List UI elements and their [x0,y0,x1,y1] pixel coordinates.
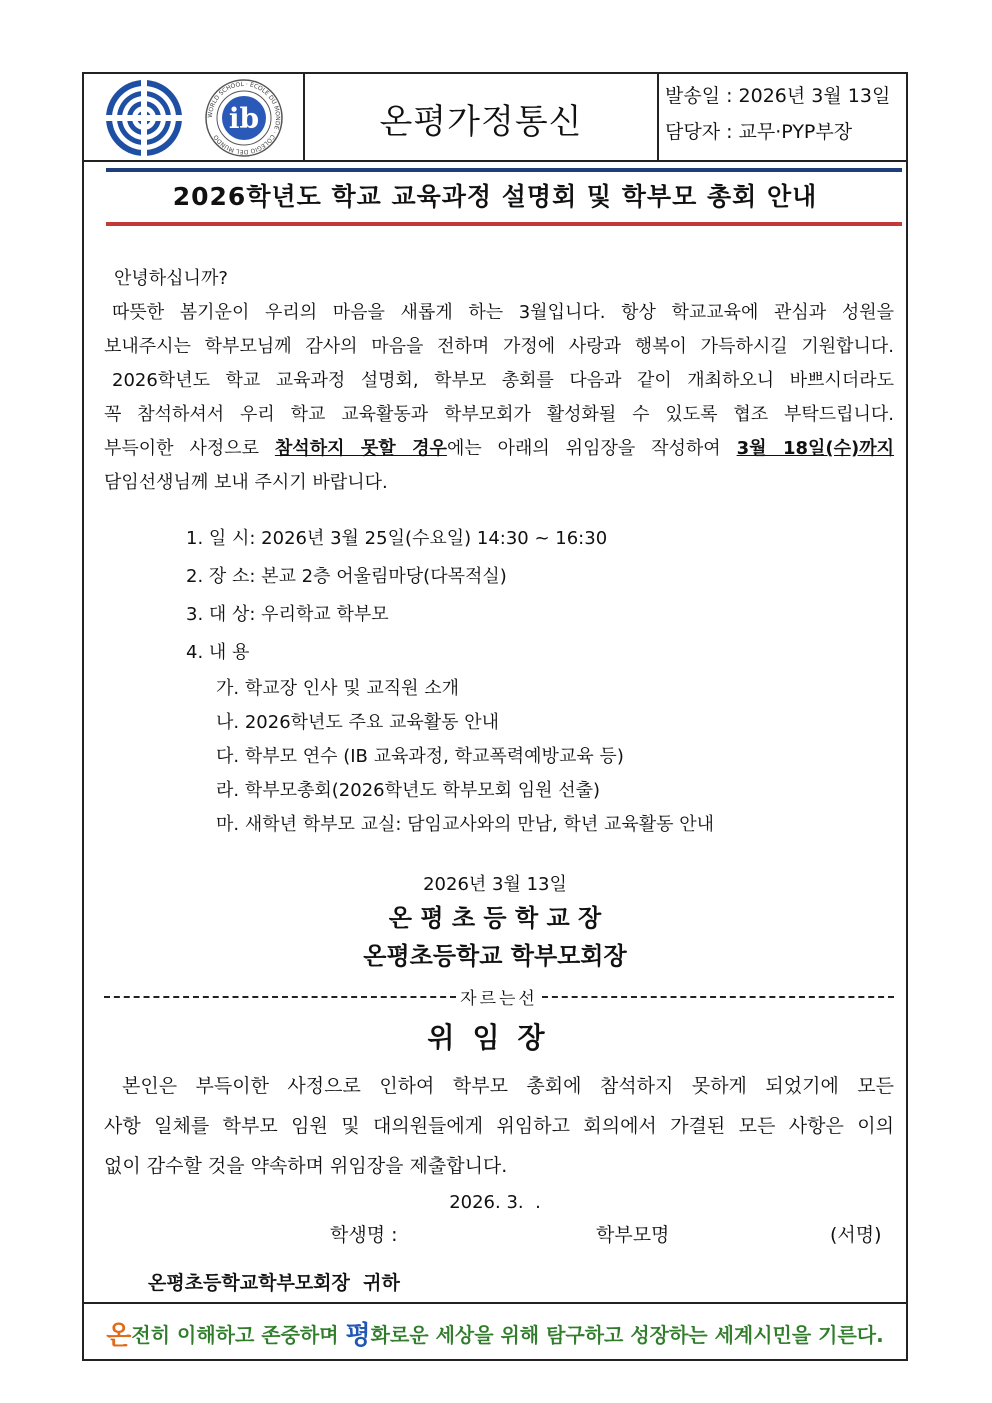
signoff-date: 2026년 3월 13일 [423,874,567,895]
main-title: 2026학년도 학교 교육과정 설명회 및 학부모 총회 안내 [172,182,818,211]
svg-text:WORLD SCHOOL · ÉCOLE DU MONDE: WORLD SCHOOL · ÉCOLE DU MONDE · COLEGIO DEL MUNDO [206,80,282,156]
proxy-statement [104,1066,894,1186]
letter-body [104,262,894,500]
detail-item: 2. 장 소: 본교 2층 어울림마당(다목적실) [186,566,507,587]
greeting: 안녕하십니까? [114,268,228,289]
signature-label: (서명) [830,1224,882,1246]
detail-item: 4. 내 용 [186,642,250,663]
newsletter-title: 온평가정통신 [305,74,659,162]
school-motto: 온 전히 이해하고 존중하며 평 화로운 세상을 위해 탐구하고 성장하는 세계시민을 기른다. [84,1308,906,1358]
content-item: 마. 새학년 학부모 교실: 담임교사와의 만남, 학년 교육활동 안내 [216,814,714,835]
logo-cell [84,74,305,162]
footer-divider [84,1302,906,1304]
motto-initial-pyeong: 평 [345,1320,371,1351]
ib-world-school-logo-icon [206,80,282,156]
manager: 담당자 : 교무·PYP부장 [665,121,853,143]
cut-line [104,984,894,1009]
absence-emphasis: 참석하지 못할 경우 [274,438,447,459]
principal-signature: 온 평 초 등 학 교 장 [388,904,602,932]
header [84,74,906,162]
student-name-label: 학생명 : [330,1224,398,1246]
parents-head-signature: 온평초등학교 학부모회장 [363,942,627,970]
proxy-title: 위임장 [427,1021,563,1054]
paragraph-1-line-2: 보내주시는 학부모님께 감사의 마음을 전하며 가정에 사랑과 행복이 가득하시길 기원합니다. [104,336,894,357]
proxy-line: 본인은 부득이한 사정으로 인하여 학부모 총회에 참석하지 못하게 되었기에 모든 [122,1075,894,1097]
content-item: 가. 학교장 인사 및 교직원 소개 [216,678,459,699]
ib-mark: ib [228,102,260,135]
proxy-date: 2026. 3. . [449,1192,541,1213]
proxy-line: 사항 일체를 학부모 임원 및 대의원들에게 위임하고 회의에서 가결된 모든 사항은 이의 [104,1115,894,1137]
paragraph-3-line-1: 부득이한 사정으로 참석하지 못할 경우에는 아래의 위임장을 작성하여 3월 18일(수)까지 [104,438,895,459]
detail-item: 1. 일 시: 2026년 3월 25일(수요일) 14:30 ~ 16:30 [186,528,608,549]
content-item: 라. 학부모총회(2026학년도 학부모회 임원 선출) [216,780,601,801]
content-item: 다. 학부모 연수 (IB 교육과정, 학교폭력예방교육 등) [216,746,624,767]
paragraph-2-line-1: 2026학년도 학교 교육과정 설명회, 학부모 총회를 다음과 같이 개최하오니 바쁘시더라도 [112,370,894,391]
title-bottom-bar [106,222,902,226]
deadline-emphasis: 3월 18일(수)까지 [736,438,895,459]
school-logos [84,74,305,162]
paragraph-2-line-2: 꼭 참석하셔서 우리 학교 교육활동과 학부모회가 활성화될 수 있도록 협조 부탁드립니다. [104,404,894,425]
proxy-recipient: 온평초등학교학부모회장 귀하 [148,1272,400,1294]
school-emblem-icon [106,80,182,156]
motto-initial-on: 온 [106,1320,132,1351]
paragraph-3-line-2: 담임선생님께 보내 주시기 바랍니다. [104,472,388,493]
header-meta [659,74,906,162]
detail-item: 3. 대 상: 우리학교 학부모 [186,604,389,625]
content-item: 나. 2026학년도 주요 교육활동 안내 [216,712,500,733]
parent-name-label: 학부모명 [596,1224,670,1246]
proxy-line: 없이 감수할 것을 약속하며 위임장을 제출합니다. [104,1155,508,1177]
paragraph-1-line-1: 따뜻한 봄기운이 우리의 마음을 새롭게 하는 3월입니다. 항상 학교교육에 관심과 성원을 [112,302,894,323]
cut-line-label: 자르는선 [460,989,538,1009]
header-divider [84,160,906,162]
newsletter-frame [82,72,908,1361]
send-date: 발송일 : 2026년 3월 13일 [665,85,891,107]
event-details [186,520,714,842]
